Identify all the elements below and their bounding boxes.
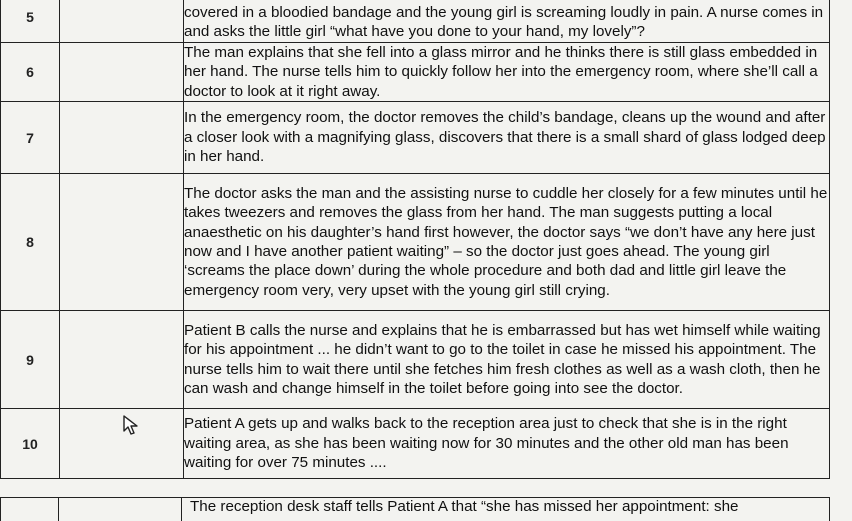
row-number: 5	[1, 0, 60, 42]
row-number: 9	[1, 311, 60, 409]
row-text: covered in a bloodied bandage and the young girl is screaming loudly in pain. A nurse comes in and asks the little girl “what have you done to your hand, my lovely”?	[184, 0, 830, 42]
row-text: Patient A gets up and walks back to the reception area just to check that she is in the right waiting area, as she has been waiting now for 30 minutes and the other old man has been waiting for over 75 minutes ....	[184, 409, 830, 479]
row-marker-cell	[60, 0, 184, 42]
row-marker-cell	[60, 409, 184, 479]
row-marker-cell	[60, 102, 184, 174]
row-marker-cell	[60, 311, 184, 409]
row-marker-cell	[60, 42, 184, 101]
row-text: Patient B calls the nurse and explains that he is embarrassed but has wet himself while waiting for his appointment ... he didn’t want to go to the toilet in case he missed his appointment. The nurse tells him to wait there until she fetches him fresh clothes as well as a wash cloth, then he can wash and change himself in the toilet before going into see the doctor.	[184, 311, 830, 409]
table-row	[1, 42, 830, 101]
row-number: 7	[1, 102, 60, 174]
cut-off-text: The reception desk staff tells Patient A that “she has missed her appointment: she	[190, 498, 739, 515]
table-row	[1, 0, 830, 42]
row-number: 10	[1, 409, 60, 479]
row-text: In the emergency room, the doctor removes the child’s bandage, cleans up the wound and after a closer look with a magnifying glass, discovers that there is a small shard of glass lodged deep in her hand.	[184, 102, 830, 174]
row-marker-cell	[60, 174, 184, 311]
table-row	[1, 102, 830, 174]
table-row	[1, 311, 830, 409]
table-row	[1, 409, 830, 479]
mouse-pointer-icon	[122, 415, 142, 437]
row-text: The man explains that she fell into a glass mirror and he thinks there is still glass embedded in her hand. The nurse tells him to quickly follow her into the emergency room, where she’ll call a doctor to look at it right away.	[184, 42, 830, 101]
row-number: 6	[1, 42, 60, 101]
row-text: The doctor asks the man and the assisting nurse to cuddle her closely for a few minutes until he takes tweezers and removes the glass from her hand. The man suggests putting a local anaesthetic on his daughter’s hand first however, the doctor says “we don’t have any here just now and I have another patient waiting” – so the doctor just goes ahead. The young girl ‘screams the place down’ during the whole procedure and both dad and little girl leave the emergency room very, very upset with the young girl still crying.	[184, 174, 830, 311]
table-row	[1, 174, 830, 311]
row-number: 8	[1, 174, 60, 311]
